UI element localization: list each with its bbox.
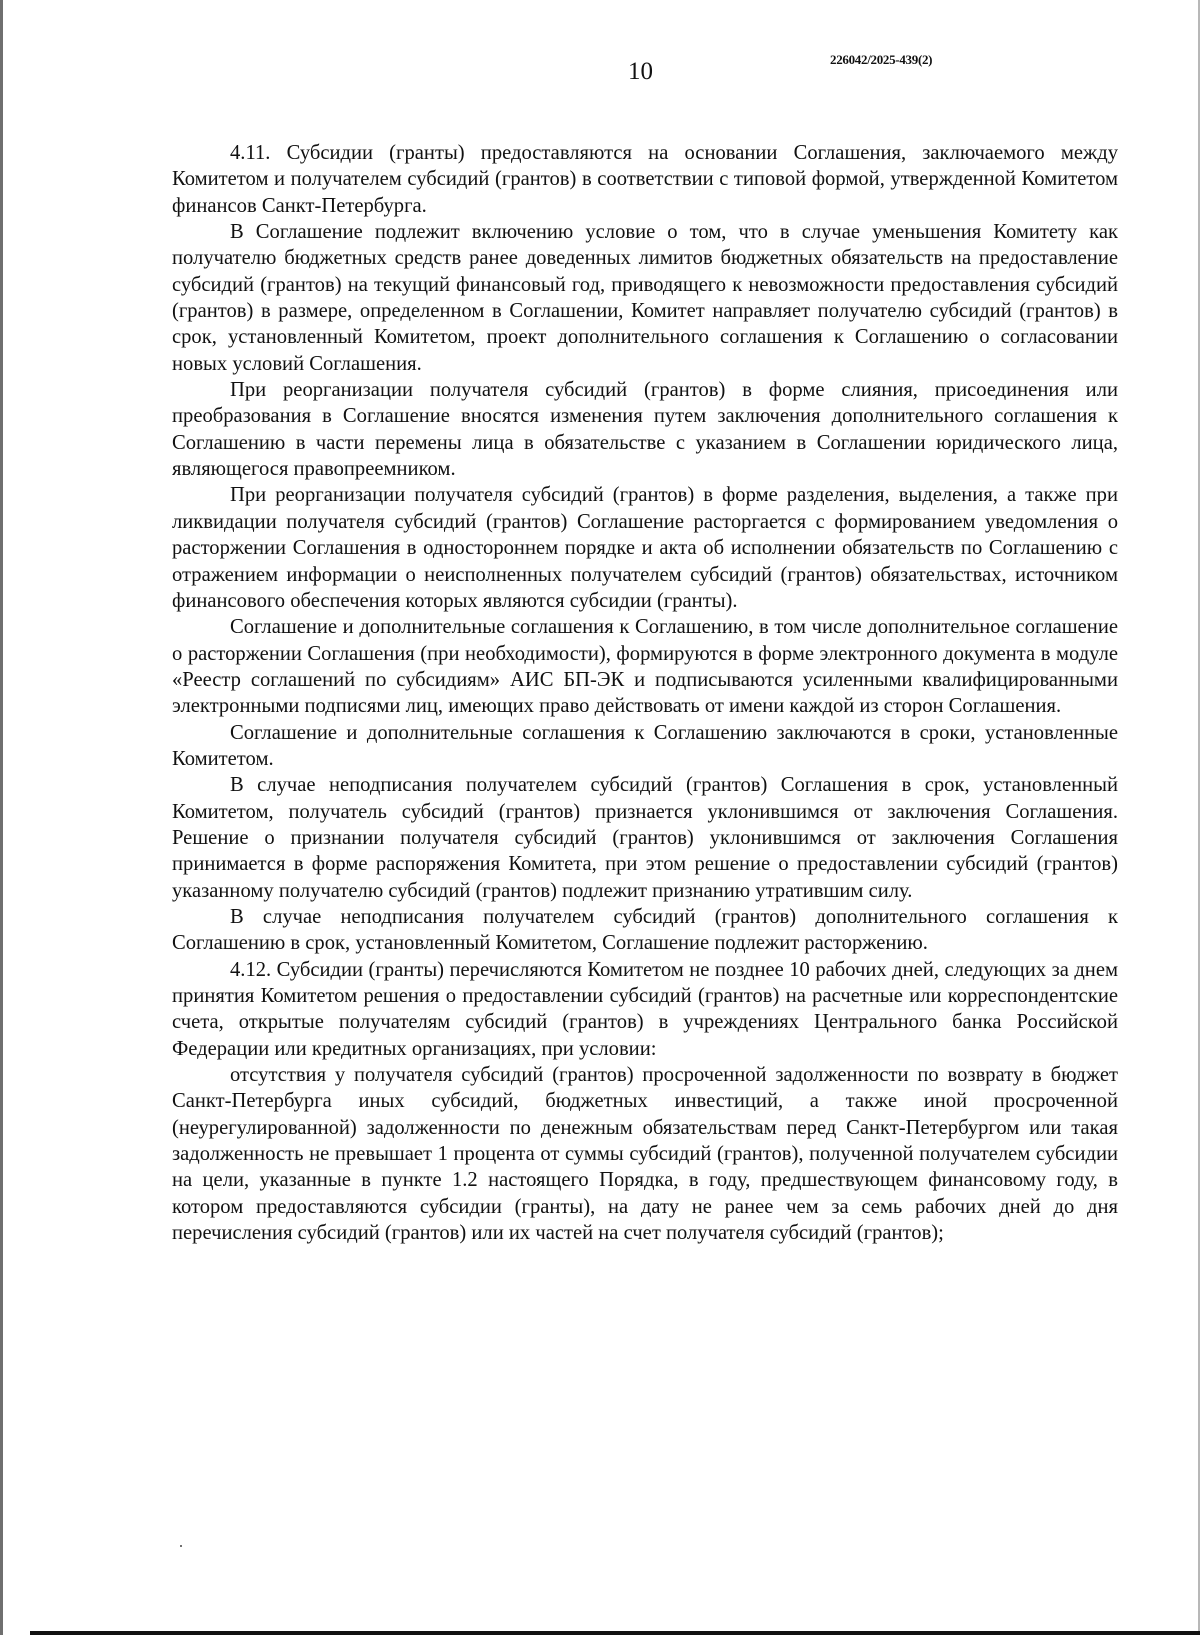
document-number: 226042/2025-439(2) xyxy=(830,52,933,67)
paragraph-unsigned-agreement: В случае неподписания получателем субсидий (грантов) Соглашения в срок, установленный Комитетом, получатель субсидий (грантов) признается уклонившимся от заключения Соглашения. Решение о признании получателя субсидий (грантов) уклонившимся от заключения Соглашения принимается в форме распоряжения Комитета, при этом решение о предоставлении субсидий (грантов) указанному получателю субсидий (грантов) подлежит признанию утратившим силу. xyxy=(172,774,1118,902)
paragraph-budget-limits: В Соглашение подлежит включению условие о том, что в случае уменьшения Комитету как получателю бюджетных средств ранее доведенных лимитов бюджетных обязательств на предоставление субсидий (грантов) на текущий финансовый год, приводящего к невозможности предоставления субсидий (грантов) в размере, определенном в Соглашении, Комитет направляет получателю субсидий (грантов) в срок, установленный Комитетом, проект дополнительного соглашения к Соглашению о согласовании новых условий Соглашения. xyxy=(172,221,1118,375)
scan-speck xyxy=(180,1545,182,1547)
paragraph-electronic-signing: Соглашение и дополнительные соглашения к Соглашению, в том числе дополнительное соглашение о расторжении Соглашения (при необходимости), формируются в форме электронного документа в модуле «Реестр соглашений по субсидиям» АИС БП-ЭК и подписываются усиленными квалифицированными электронными подписями лиц, имеющих право действовать от имени каждой из сторон Соглашения. xyxy=(172,616,1118,718)
scan-bottom-edge xyxy=(30,1631,1200,1635)
scan-left-edge xyxy=(0,0,3,1635)
paragraph-reorganization-division: При реорганизации получателя субсидий (грантов) в форме разделения, выделения, а также при ликвидации получателя субсидий (грантов) Соглашение расторгается с формированием уведомления о расторжении Соглашения в одностороннем порядке и акта об исполнении обязательств по Соглашению с отражением информации о неисполненных получателем субсидий (грантов) обязательствах, источником финансового обеспечения которых являются субсидии (гранты). xyxy=(172,484,1118,612)
paragraph-4-11: 4.11. Субсидии (гранты) предоставляются на основании Соглашения, заключаемого между Комитетом и получателем субсидий (грантов) в соответствии с типовой формой, утвержденной Комитетом финансов Санкт-Петербурга. xyxy=(172,142,1118,217)
paragraph-4-12: 4.12. Субсидии (гранты) перечисляются Комитетом не позднее 10 рабочих дней, следующих за днем принятия Комитетом решения о предоставлении субсидий (грантов) на расчетные или корреспондентские счета, открытые получателям субсидий (грантов) в учреждениях Центрального банка Российской Федерации или кредитных организациях, при условии: xyxy=(172,958,1118,1060)
document-body xyxy=(172,140,1118,1246)
paragraph-terms: Соглашение и дополнительные соглашения к Соглашению заключаются в сроки, установленные Комитетом. xyxy=(172,721,1118,770)
page-number: 10 xyxy=(628,58,653,85)
paragraph-no-debt-condition: отсутствия у получателя субсидий (грантов) просроченной задолженности по возврату в бюджет Санкт-Петербурга иных субсидий, бюджетных инвестиций, а также иной просроченной (неурегулированной) задолженности по денежным обязательствам перед Санкт-Петербургом или такая задолженность не превышает 1 процента от суммы субсидий (грантов), полученной получателем субсидии на цели, указанные в пункте 1.2 настоящего Порядка, в году, предшествующем финансовому году, в котором предоставляются субсидии (гранты), на дату не ранее чем за семь рабочих дней до дня перечисления субсидий (грантов) или их частей на счет получателя субсидий (грантов); xyxy=(172,1064,1118,1245)
paragraph-reorganization-merger: При реорганизации получателя субсидий (грантов) в форме слияния, присоединения или преобразования в Соглашение вносятся изменения путем заключения дополнительного соглашения к Соглашению в части перемены лица в обязательстве с указанием в Соглашении юридического лица, являющегося правопреемником. xyxy=(172,379,1118,481)
paragraph-unsigned-supplement: В случае неподписания получателем субсидий (грантов) дополнительного соглашения к Соглашению в срок, установленный Комитетом, Соглашение подлежит расторжению. xyxy=(172,905,1118,955)
